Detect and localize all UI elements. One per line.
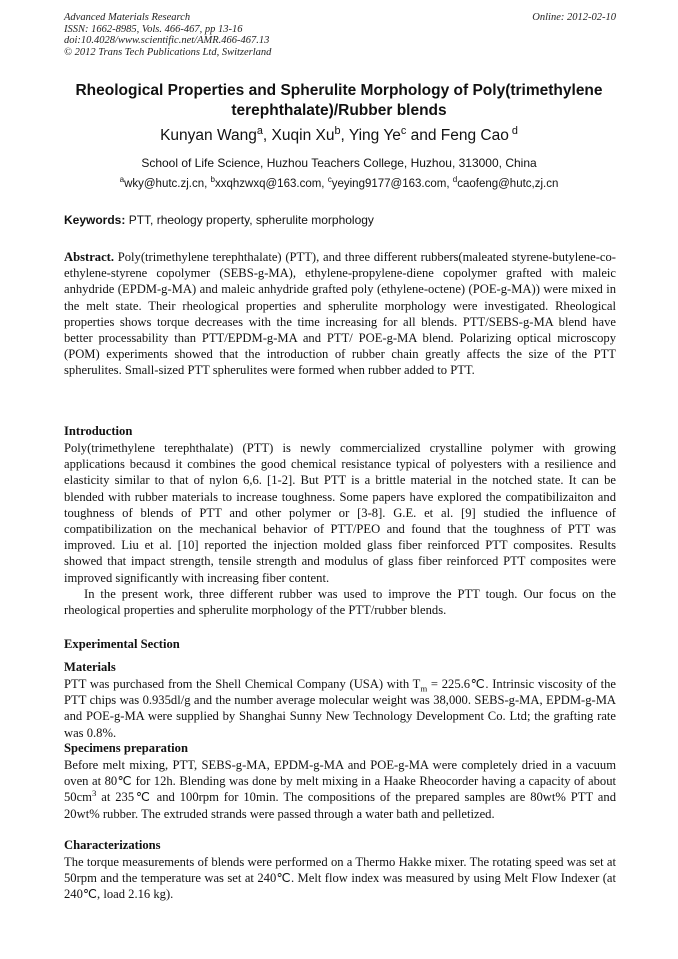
email-link[interactable]: caofeng@hutc,zj.cn: [457, 178, 559, 190]
specimens-body: [64, 757, 616, 822]
characterizations-body: The torque measurements of blends were performed on a Thermo Hakke mixer. The rotating speed was set at 50rpm and the temperature was set at 240℃. Melt flow index was measured by using Melt Flow Indexer (at 240℃, load 2.16 kg).: [64, 855, 616, 902]
introduction-paragraph-2: In the present work, three different rubber was used to improve the PTT tough. Our focus on the rheological properties and spherulite morphology of the PTT/rubber blends.: [64, 586, 616, 618]
author-mark: a: [256, 124, 263, 137]
email-link[interactable]: yeying9177@163.com,: [331, 178, 453, 190]
introduction-paragraph-1: Poly(trimethylene terephthalate) (PTT) is newly commercialized crystalline polymer with growing applications becausd it combines the good chemical resistance typical of polyesters with a resilience and elasticity similar to that of nylon 6,6. [1-2]. But PTT is a brittle material in the notched state. It can be blended with rubber materials to increase toughness. Some papers have explored the compatibilizaiton and toughness of blends of PTT and other polymer or [3-8]. G.E. et al. [9] studied the influence of compatibilization on the mechanical behavior of PTT/PEO and found that the toughness of PTT was improved. Liu et al. [10] reported the injection molded glass fiber reinforced PTT composites. Results showed that impact strength, tensile strength and modulus of glass fiber reinforced PTT composites were improved significantly with increasing fiber content.: [64, 441, 616, 585]
author-mark: c: [400, 124, 407, 137]
author-separator: ,: [262, 127, 272, 144]
abstract-text: Poly(trimethylene terephthalate) (PTT), and three different rubbers(maleated styrene-butylene-co-ethylene-styrene copolymer (SEBS-g-MA), ethylene-propylene-diene copolymer grafted with maleic anhydride (EPDM-g-MA) and maleic anhydride grafted poly (ethylene-octene) (POE-g-MA)) were mixed in the melt state. Their rheological properties and spherulite morphology were investigated. Rheological properties shows torque decreases with the time increasing for all blends. PTT/SEBS-g-MA blend have better processability than PTT/EPDM-g-MA and PTT/ POE-g-MA blend. Polarizing optical microscopy (POM) experiments showed that the introduction of rubber chain greatly affects the size of the PTT spherulites. Small-sized PTT spherulites were formed when rubber added to PTT.: [64, 250, 616, 378]
abstract: [64, 249, 616, 379]
online-date: Online: 2012-02-10: [532, 12, 616, 23]
specimens-heading: Specimens preparation: [64, 741, 188, 755]
paper-title: [60, 81, 618, 121]
author-mark: d: [508, 124, 518, 137]
affiliation: School of Life Science, Huzhou Teachers College, Huzhou, 313000, China: [141, 156, 537, 170]
keywords: [64, 213, 616, 227]
email-mark: c: [327, 175, 332, 185]
issn-line: ISSN: 1662-8985, Vols. 466-467, pp 13-16: [64, 23, 243, 35]
author-list: [60, 124, 618, 145]
specimens-text-cont: at 235℃ and 100rpm for 10min. The compositions of the prepared samples are 80wt% PTT and 20wt% rubber. The extruded strands were passed through a water bath and pelletized.: [64, 790, 616, 821]
author-separator: ,: [340, 127, 349, 144]
tm-subscript: m: [420, 683, 428, 694]
author-name: Xuqin Xu: [271, 127, 335, 144]
materials-heading: Materials: [64, 660, 116, 674]
email-link[interactable]: wky@hutc.zj.cn,: [124, 178, 211, 190]
materials-body: [64, 676, 616, 741]
title-line-2: terephthalate)/Rubber blends: [231, 102, 447, 119]
introduction-heading: Introduction: [64, 424, 133, 438]
specimens-text: Before melt mixing, PTT, SEBS-g-MA, EPDM-g-MA and POE-g-MA were completely dried in a vacuum oven at 80℃ for 12h. Blending was done by melt mixing in a Haake Rheocorder having a capacity of about 50cm: [64, 758, 616, 805]
materials-text: PTT was purchased from the Shell Chemical Company (USA) with T: [64, 677, 421, 691]
author-mark: b: [334, 124, 341, 137]
author-name: Ying Ye: [348, 127, 401, 144]
keywords-label: Keywords:: [64, 213, 126, 227]
abstract-label: Abstract.: [64, 250, 115, 264]
introduction-body: [64, 440, 616, 618]
cm3-superscript: 3: [91, 788, 97, 799]
author-name: Kunyan Wang: [160, 127, 257, 144]
journal-name: Advanced Materials Research: [64, 12, 191, 23]
email-mark: a: [119, 175, 125, 185]
copyright-line: © 2012 Trans Tech Publications Ltd, Switzerland: [64, 46, 272, 58]
author-name: Feng Cao: [440, 127, 509, 144]
email-mark: b: [210, 175, 216, 185]
keywords-text: PTT, rheology property, spherulite morphology: [125, 213, 374, 227]
doi-line: doi:10.4028/www.scientific.net/AMR.466-467.13: [64, 35, 270, 46]
author-separator: and: [406, 127, 441, 144]
email-list: [60, 175, 618, 190]
email-mark: d: [452, 175, 458, 185]
email-link[interactable]: xxqhzwxq@163.com,: [215, 178, 328, 190]
journal-header: [64, 12, 616, 58]
experimental-heading: Experimental Section: [64, 637, 180, 651]
title-line-1: Rheological Properties and Spherulite Morphology of Poly(trimethylene: [75, 82, 603, 99]
characterizations-heading: Characterizations: [64, 838, 161, 852]
materials-text-cont: = 225.6℃. Intrinsic viscosity of the PTT chips was 0.935dl/g and the number average molecular weight was 38,000. SEBS-g-MA, EPDM-g-MA and POE-g-MA were supplied by Shanghai Sunny New Technology Development Co. Ltd; the grafting rate was 0.8%.: [64, 677, 616, 740]
